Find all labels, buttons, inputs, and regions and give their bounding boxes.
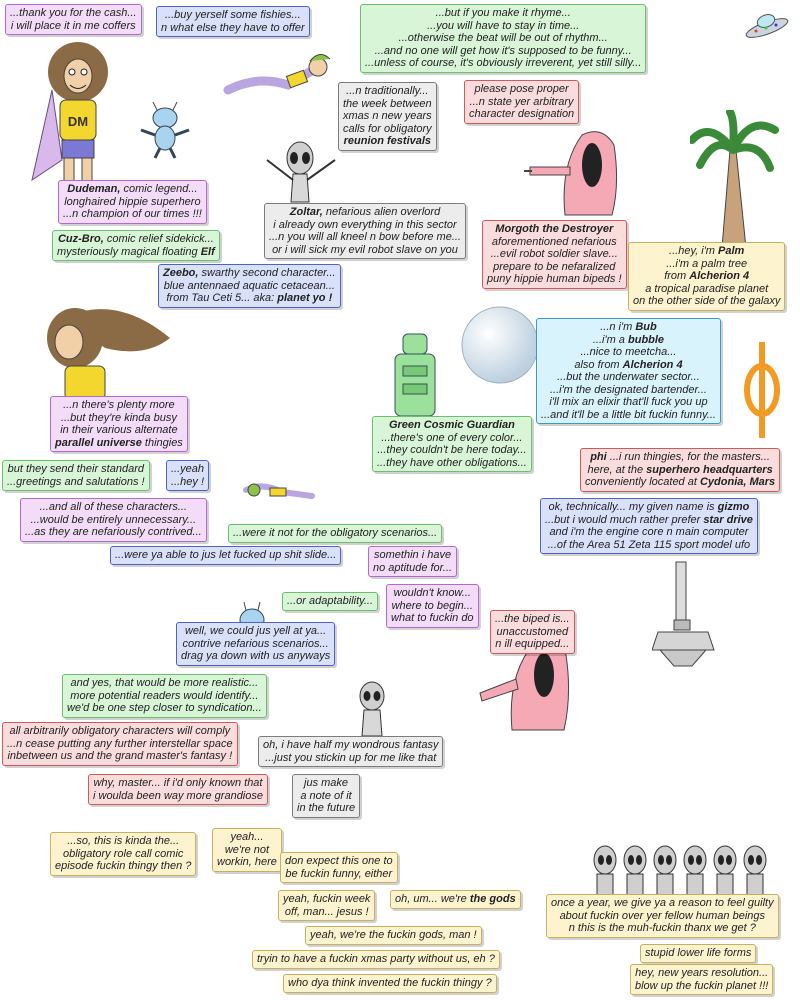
text: from Tau Ceti 5... aka: [166, 292, 275, 304]
bubble-greetings [2, 460, 150, 491]
line: more potential readers would identify... [70, 689, 259, 702]
text: ...but i would much rather prefer [545, 513, 701, 526]
line: on the other side of the galaxy [633, 295, 781, 307]
line [545, 501, 753, 514]
zoltar-small-figure [348, 680, 396, 738]
line [633, 270, 780, 283]
line: ...so, this is kinda the... [67, 835, 180, 847]
bold-text: Cuz-Bro, [57, 233, 104, 245]
bold-text: planet yo ! [277, 292, 333, 304]
bold-text: Green Cosmic Guardian [388, 419, 515, 431]
line: longhaired hippie superhero [64, 195, 201, 208]
line: blue antennaed aquatic cetacean... [163, 279, 335, 292]
line: blow up the fuckin planet !!! [635, 979, 769, 992]
line: and i'm the engine core n main computer [549, 526, 749, 538]
bold-text: Zoltar, [289, 206, 323, 218]
line: ...were ya able to jus let fucked up shit slide... [115, 549, 337, 561]
line: no aptitude for... [373, 561, 453, 574]
line: ...of the Area 51 Zeta 115 sport model ufo [547, 538, 751, 551]
line: aforementioned nefarious [491, 235, 617, 248]
line: ...unless of course, it's obviously irreverent, yet still silly... [365, 57, 642, 69]
bubble-all-characters [20, 498, 207, 542]
line [57, 246, 215, 259]
line: workin, here [217, 856, 277, 868]
line [163, 267, 336, 280]
bubble-xmas-party [252, 950, 500, 969]
bubble-dont-expect [280, 852, 398, 883]
line [585, 464, 775, 477]
line: episode fuckin thingy then ? [55, 860, 192, 872]
line [633, 245, 780, 258]
text: comic relief sidekick... [106, 233, 214, 245]
bubble-feel-guilty [546, 894, 779, 938]
bold-text: Alcherion 4 [689, 270, 750, 282]
bubble-lower-life-forms [640, 944, 756, 963]
line: the week between [343, 97, 432, 110]
bold-text: Palm [718, 245, 745, 257]
line: ...they have other obligations... [377, 456, 527, 469]
hippie-head-figure [35, 298, 175, 403]
bubble-thank-you-cash [5, 4, 142, 35]
bold-text: reunion festivals [343, 135, 432, 147]
bubble-palm-intro [628, 242, 785, 311]
line: ...n champion of our times !!! [63, 208, 202, 220]
bubble-note-of-it [292, 774, 360, 818]
bubble-wondrous-fantasy [258, 736, 443, 767]
zoltar-figure [255, 140, 345, 205]
line: ...you will have to stay in time... [427, 19, 580, 32]
bubble-more-grandiose [88, 774, 268, 805]
text: ...n i'm [600, 321, 633, 333]
line: don expect this one to [285, 855, 393, 867]
line [585, 451, 775, 464]
bubble-role-call [50, 832, 196, 876]
line [343, 135, 432, 148]
dudeman-figure [22, 40, 132, 190]
line: ...buy yerself some fishies... [164, 9, 301, 21]
bold-text: Bub [635, 321, 657, 333]
line: i already own everything in this sector [273, 218, 457, 231]
line [163, 292, 336, 305]
line: off, man... jesus ! [284, 905, 369, 918]
line [541, 321, 716, 334]
text: conveniently located at [585, 476, 697, 488]
dudeman-shirt-text: DM [67, 114, 89, 129]
bold-text: Dudeman, [67, 183, 121, 195]
line [63, 183, 202, 196]
bubble-pose-proper [464, 80, 579, 124]
bubble-green-guardian [372, 416, 532, 472]
bubble-zeebo-intro [158, 264, 341, 308]
alien-gods-group [585, 842, 785, 900]
line: a note of it [300, 789, 352, 802]
line: but they send their standard [7, 463, 144, 475]
line: ...thank you for the cash... [10, 7, 137, 19]
bubble-fuckin-gods [305, 926, 482, 945]
gizmo-engine-figure [652, 560, 722, 670]
bold-text: Morgoth the Destroyer [495, 223, 614, 235]
line: xmas n new years [343, 110, 432, 122]
line: ...yeah [171, 463, 205, 475]
bubble-phi-intro [580, 448, 780, 492]
bubble-not-workin [212, 828, 282, 872]
line: ...or adaptability... [287, 595, 374, 607]
swimming-elf-figure [242, 478, 327, 508]
bubble-buy-fishies [156, 6, 310, 37]
line: yeah, fuckin week [283, 893, 371, 905]
bubble-let-shit-slide [110, 546, 341, 565]
line: ...nice to meetcha... [580, 346, 677, 358]
line: where to begin... [391, 599, 473, 612]
bold-text: superhero headquarters [646, 463, 773, 476]
bubble-wouldnt-know [386, 584, 479, 628]
line: all arbitrarily obligatory characters will comply [9, 725, 231, 737]
line: ...n you will all kneel n bow before me... [269, 231, 461, 243]
line: inbetween us and the grand master's fantasy ! [7, 750, 233, 762]
bubble-week-off [278, 890, 375, 921]
bubble-gizmo-intro [540, 498, 758, 554]
bold-text: Cydonia, Mars [699, 476, 776, 488]
line: character designation [469, 108, 575, 120]
line: ...as they are nefariously contrived... [25, 526, 202, 538]
bubble-more-realistic [62, 674, 267, 718]
line: we're not [224, 843, 270, 856]
bubble-obligatory-scenarios [228, 524, 442, 543]
line: n what else they have to offer [161, 21, 305, 34]
line: once a year, we give ya a reason to feel guilty [551, 897, 774, 909]
line: yeah, we're the fuckin gods, man ! [310, 929, 477, 941]
bubble-morgoth-intro [482, 220, 627, 289]
line: jus make [304, 777, 349, 789]
text: ...i run thingies, for the masters... [609, 451, 770, 463]
text: here, at the [587, 463, 644, 476]
bubble-rhyme [360, 4, 646, 73]
bubble-will-comply [2, 722, 238, 766]
palm-tree-figure [690, 110, 780, 250]
text: oh, um... we're [395, 893, 467, 905]
line: unaccustomed [496, 625, 569, 638]
line: or i will sick my evil robot slave on you [272, 243, 458, 256]
text: comic legend... [123, 183, 198, 195]
bubble-traditionally [338, 82, 437, 151]
line [541, 334, 716, 347]
bubble-adaptability [282, 592, 378, 611]
text: mysteriously magical floating [57, 245, 198, 258]
line: ...would be entirely unnecessary... [30, 513, 197, 526]
line: n ill equipped... [495, 638, 570, 650]
bubble-biped-unaccustomed [490, 610, 575, 654]
line: ...i'm the designated bartender... [549, 383, 707, 396]
line: ...i'm a palm tree [666, 257, 748, 270]
line: ...and no one will get how it's supposed to be funny... [374, 44, 632, 57]
line: and yes, that would be more realistic... [70, 677, 259, 689]
line: ...n cease putting any further interstellar space [7, 737, 233, 750]
line: ...but they're kinda busy [60, 411, 177, 424]
bubble-yeah-hey [166, 460, 209, 491]
bubble-plenty-more [50, 396, 188, 452]
line: contrive nefarious scenarios... [182, 637, 329, 650]
bubble-cuzbro-intro [52, 230, 220, 261]
line: why, master... if i'd only known that [93, 777, 263, 789]
bubble-invented-thingy [283, 974, 497, 993]
bubble-no-aptitude [368, 546, 457, 577]
bubble-the-gods [390, 890, 521, 909]
line [55, 437, 183, 450]
line [377, 419, 527, 432]
line: well, we could jus yell at ya... [184, 625, 327, 637]
line [585, 476, 775, 489]
line: please pose proper [474, 83, 569, 95]
line: ...but the underwater sector... [557, 371, 700, 383]
line: ...n state yer arbitrary [469, 95, 574, 108]
line: a tropical paradise planet [645, 282, 769, 295]
line [487, 223, 622, 236]
bold-text: Elf [200, 245, 215, 258]
line: ...and it'll be a little bit fuckin funny... [541, 408, 716, 421]
morgoth-robot-figure [520, 125, 630, 220]
line: about fuckin over yer fellow human beings [559, 909, 766, 922]
bold-text: the gods [469, 893, 516, 905]
bold-text: gizmo [717, 501, 750, 513]
line: we'd be one step closer to syndication... [67, 702, 262, 714]
line: i woulda been way more grandiose [93, 789, 263, 802]
line: ...the biped is... [495, 613, 570, 625]
line: i'll mix an elixir that'll fuck you up [549, 396, 708, 408]
text: thingies [144, 436, 183, 449]
line: ...hey ! [171, 475, 205, 488]
line: oh, i have half my wondrous fantasy [263, 739, 439, 751]
bubble-blow-up-planet [630, 964, 773, 995]
text: ...hey, i'm [669, 245, 715, 257]
bold-text: star drive [703, 513, 753, 526]
bubble-yell-at-ya [176, 622, 335, 666]
text: also from [574, 358, 620, 371]
line: wouldn't know... [393, 587, 471, 599]
line: in their various alternate [60, 424, 178, 436]
line: ...n traditionally... [346, 85, 429, 97]
bold-text: Zeebo, [163, 267, 199, 279]
line [541, 359, 716, 372]
ufo-icon [742, 6, 792, 42]
line: ...greetings and salutations ! [7, 475, 145, 488]
bubble-figure [460, 305, 540, 385]
text: nefarious alien overlord [325, 206, 441, 218]
line: ...and all of these characters... [39, 501, 188, 513]
bold-text: Alcherion 4 [622, 358, 683, 371]
text: swarthy second character... [201, 267, 336, 279]
line: ...otherwise the beat will be out of rhythm... [398, 32, 608, 44]
line [269, 206, 461, 219]
line [395, 893, 516, 906]
line: ...just you stickin up for me like that [265, 751, 437, 764]
line: yeah... [230, 831, 264, 843]
line: ...they couldn't be here today... [377, 444, 527, 456]
line: prepare to be nefaralized [493, 260, 616, 273]
line [57, 233, 215, 246]
line: n this is the muh-fuckin thanx we get ? [568, 922, 756, 934]
guardian-figure [385, 332, 445, 418]
line: stupid lower life forms [645, 947, 752, 959]
line [545, 514, 753, 527]
line: who dya think invented the fuckin thingy ? [288, 977, 492, 989]
bold-text: bubble [628, 333, 665, 346]
line: be fuckin funny, either [285, 867, 393, 880]
line: calls for obligatory [343, 122, 432, 135]
text: from [664, 270, 687, 282]
line: obligatory role call comic [62, 847, 184, 860]
line: tryin to have a fuckin xmas party without us, eh ? [257, 953, 495, 965]
line: somethin i have [374, 549, 452, 561]
bubble-zoltar-intro [264, 203, 466, 259]
line: ...but if you make it rhyme... [435, 7, 571, 19]
bubble-dudeman-intro [58, 180, 207, 224]
bold-text: parallel universe [55, 436, 142, 449]
line: hey, new years resolution... [635, 967, 769, 979]
line: i will place it in me coffers [10, 19, 136, 32]
floating-elf-figure [218, 45, 338, 105]
text: ...i'm a [592, 333, 625, 346]
line: ...were it not for the obligatory scenarios... [233, 527, 438, 539]
phi-symbol-icon [742, 340, 782, 440]
bold-text: phi [590, 451, 607, 463]
line: what to fuckin do [391, 612, 474, 624]
text: ok, technically... my given name is [548, 501, 715, 513]
line: ...there's one of every color... [381, 431, 523, 444]
line: puny hippie human bipeds ! [487, 273, 622, 285]
line: ...n there's plenty more [63, 399, 175, 411]
zeebo-figure [135, 100, 195, 160]
line: in the future [297, 802, 356, 814]
line: ...evil robot soldier slave... [490, 248, 618, 260]
bubble-bub-intro [536, 318, 721, 424]
line: drag ya down with us anyways [181, 650, 331, 662]
